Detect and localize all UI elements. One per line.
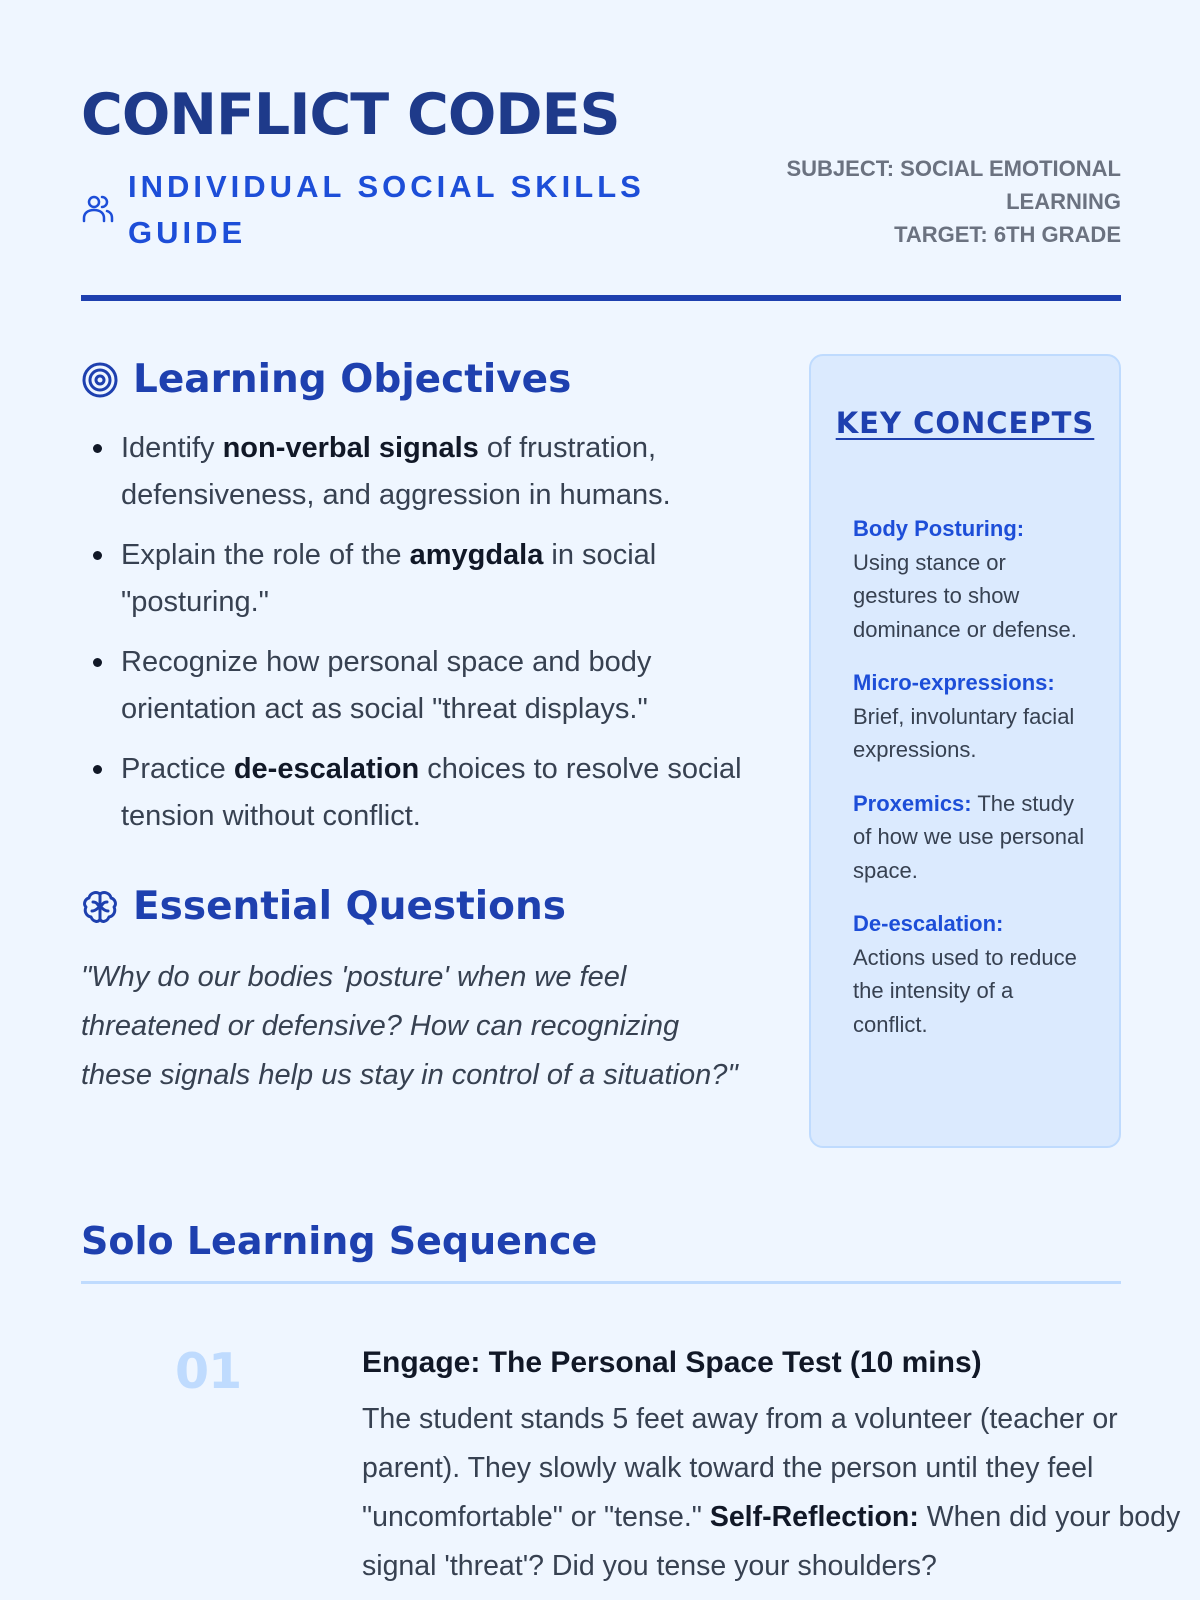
concept-item: [853, 512, 1089, 646]
document-header: [81, 82, 1121, 302]
objective-text-after: choices to resolve social tension without conflict.: [121, 753, 742, 832]
objective-item: [121, 532, 761, 626]
concept-item: [853, 666, 1089, 767]
objective-item: [121, 746, 761, 840]
objective-text-before: Practice: [121, 753, 234, 785]
target-icon: [81, 361, 119, 399]
objective-emphasis: de-escalation: [233, 753, 420, 785]
subject-label: SUBJECT: SOCIAL EMOTIONAL LEARNING: [786, 156, 1121, 214]
target-label: TARGET: 6TH GRADE: [894, 222, 1121, 247]
concept-definition: Actions used to reduce the intensity of a conflict.: [853, 944, 1077, 1037]
users-icon: [81, 192, 115, 226]
concept-term: Micro-expressions:: [853, 670, 1055, 695]
objective-emphasis: non-verbal signals: [222, 432, 479, 464]
objective-text-before: Identify: [121, 432, 223, 464]
lesson-meta: [736, 152, 1121, 251]
brain-icon: [81, 889, 119, 927]
learning-step: [175, 1340, 1181, 1600]
lesson-page: [81, 0, 1181, 1600]
key-concepts-list: [853, 512, 1089, 1061]
step-title: Engage: The Personal Space Test (10 mins): [362, 1346, 982, 1379]
solo-learning-sequence-title: Solo Learning Sequence: [81, 1219, 598, 1263]
concept-item: [853, 907, 1089, 1041]
concept-term: Proxemics:: [853, 790, 972, 816]
objective-emphasis: amygdala: [409, 539, 544, 571]
sequence-divider: [81, 1281, 1121, 1284]
concept-item: [853, 787, 1089, 888]
objective-text-after: of frustration, defensiveness, and aggression in humans.: [121, 432, 671, 511]
step-text-before: The student stands 5 feet away from a volunteer (teacher or parent). They slowly walk toward the person until they feel "uncomfortable" or "tense.": [362, 1403, 1118, 1533]
step-number: 01: [175, 1343, 242, 1400]
key-concepts-card: [809, 354, 1121, 1148]
step-text-after: When did your body signal 'threat'? Did you tense your shoulders?: [362, 1501, 1181, 1582]
learning-objectives-list: [81, 425, 761, 853]
key-concepts-title: KEY CONCEPTS: [835, 406, 1095, 440]
page-title: CONFLICT CODES: [81, 82, 620, 148]
objective-text-before: Explain the role of the: [121, 539, 410, 571]
objective-text: Recognize how personal space and body orientation act as social "threat displays.": [121, 646, 652, 725]
concept-definition: Using stance or gestures to show dominance or defense.: [853, 549, 1077, 642]
subtitle-block: [81, 164, 701, 264]
page-subtitle: INDIVIDUAL SOCIAL SKILLS GUIDE: [128, 169, 645, 250]
objective-item: [121, 639, 761, 733]
header-divider: [81, 295, 1121, 301]
learning-objectives-title: Learning Objectives: [133, 357, 572, 402]
step-description: [362, 1395, 1197, 1591]
essential-questions-title: Essential Questions: [133, 884, 566, 929]
concept-term: Body Posturing:: [853, 516, 1025, 541]
objective-text-after: in social "posturing.": [121, 539, 657, 618]
essential-question-text: "Why do our bodies 'posture' when we feel threatened or defensive? How can recognizing these signals help us stay in control of a situation?": [81, 961, 738, 1091]
objective-item: [121, 425, 761, 519]
step-emphasis: Self-Reflection:: [709, 1501, 919, 1533]
concept-definition: Brief, involuntary facial expressions.: [853, 703, 1075, 762]
concept-term: De-escalation:: [853, 911, 1004, 936]
concept-definition: The study of how we use personal space.: [853, 790, 1085, 883]
